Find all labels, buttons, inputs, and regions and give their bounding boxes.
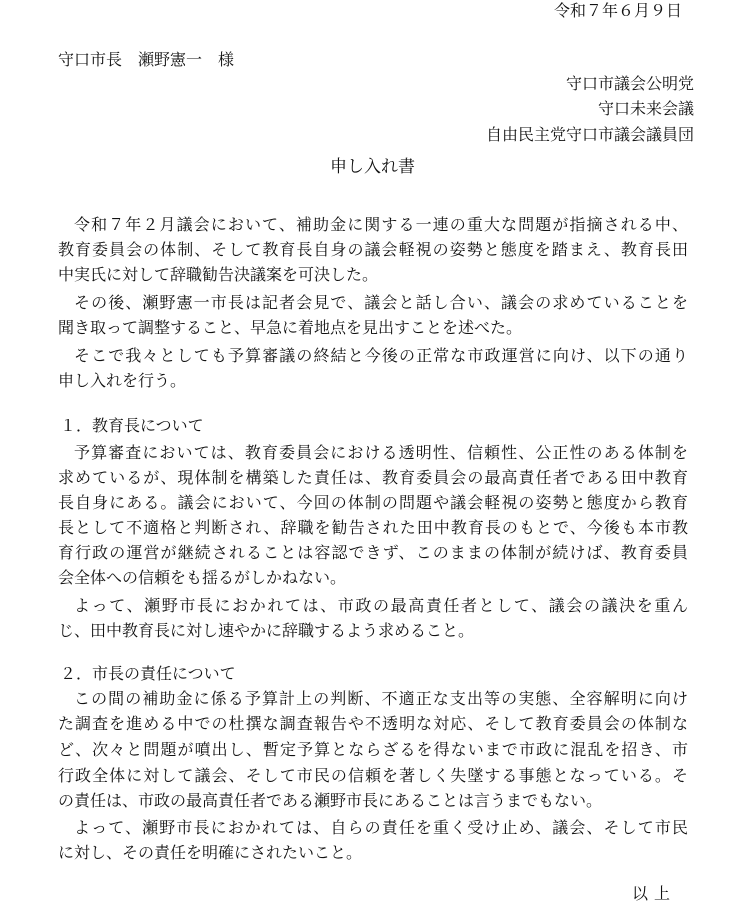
sender-ldp-group: 自由民主党守口市議会議員団 [485,125,694,144]
section1-line: よって、瀬野市長におかれては、市政の最高責任者として、議会の議決を重ん [74,596,688,615]
section2-line: ど、次々と問題が噴出し、暫定予算とならざるを得ないまで市政に混乱を招き、市 [58,740,688,759]
document-title: 申し入れ書 [330,157,415,177]
addressee: 守口市長 瀬野憲一 様 [58,50,235,69]
intro-line: 聞き取って調整すること、早急に着地点を見出すことを述べた。 [58,318,523,337]
section1-line: 会全体への信頼をも揺るがしかねない。 [58,568,347,587]
intro-line: その後、瀬野憲一市長は記者会見で、議会と話し合い、議会の求めていることを [74,293,688,312]
section2-line: よって、瀬野市長におかれては、自らの責任を重く受け止め、議会、そして市民 [74,818,688,837]
intro-line: 教育委員会の体制、そして教育長自身の議会軽視の姿勢と態度を踏まえ、教育長田 [58,240,688,259]
sender-mirai-kaigi: 守口未来会議 [597,99,694,118]
intro-line: 令和７年２月議会において、補助金に関する一連の重大な問題が指摘される中、 [74,215,688,234]
section2-heading: ２．市長の責任について [60,664,236,683]
sender-komeito: 守口市議会公明党 [565,74,694,93]
intro-line: 申し入れを行う。 [58,371,187,390]
section1-line: 求めているが、現体制を構築した責任は、教育委員会の最高責任者である田中教育 [58,468,688,487]
section1-heading: １．教育長について [60,416,204,435]
section2-line: た調査を進める中での杜撰な調査報告や不透明な対応、そして教育委員会の体制な [58,714,688,733]
section1-line: 長自身にある。議会において、今回の体制の問題や議会軽視の姿勢と態度から教育 [58,493,688,512]
section1-line: 長として不適格と判断され、辞職を勧告された田中教育長のもとで、今後も本市教 [58,518,688,537]
section2-line: この間の補助金に係る予算計上の判断、不適正な支出等の実態、全容解明に向け [74,689,688,708]
section1-line: 育行政の運営が継続されることは容認できず、このままの体制が続けば、教育委員 [58,543,688,562]
section1-line: 予算審査においては、教育委員会における透明性、信頼性、公正性のある体制を [74,443,688,462]
intro-line: 中実氏に対して辞職勧告決議案を可決した。 [58,265,379,284]
section2-line: に対し、その責任を明確にされたいこと。 [58,843,363,862]
closing-mark: 以上 [632,884,677,903]
section2-line: 行政全体に対して議会、そして市民の信頼を著しく失墜する事態となっている。そ [58,766,688,785]
document-date: 令和７年６月９日 [553,1,682,20]
section1-line: じ、田中教育長に対し速やかに辞職するよう求めること。 [58,621,475,640]
intro-line: そこで我々としても予算審議の終結と今後の正常な市政運営に向け、以下の通り [74,346,688,365]
section2-line: の責任は、市政の最高責任者である瀬野市長にあることは言うまでもない。 [58,791,603,810]
